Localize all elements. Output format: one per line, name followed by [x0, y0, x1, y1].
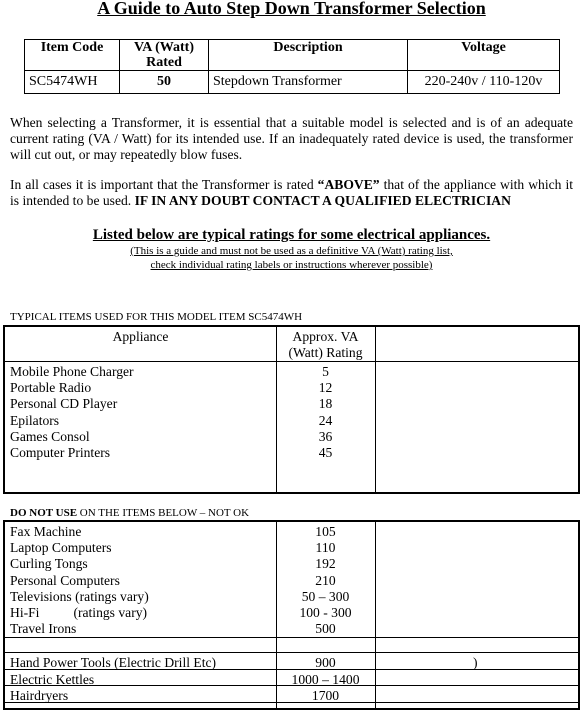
rating-header-line1: Approx. VA — [292, 329, 359, 344]
appliance-name: Games Consol — [10, 428, 90, 444]
va-rating: 1000 – 1400 — [291, 671, 360, 687]
appliance-name: Mobile Phone Charger — [10, 364, 134, 379]
va-rated-cell: 50 — [120, 71, 209, 94]
va-rating: 1700 — [311, 688, 340, 703]
stray-mark: ) — [473, 655, 478, 670]
va-rating: 24 — [318, 412, 333, 428]
appliance-name: Curling Tongs — [10, 556, 88, 572]
va-rating: 900 — [315, 655, 336, 670]
appliance-header: Appliance — [112, 329, 169, 344]
appliance-name: Epilators — [10, 412, 60, 428]
appliance-name: Hi-Fi (ratings vary) — [10, 605, 148, 620]
appliance-name: Fax Machine — [10, 524, 82, 539]
item-code-cell: SC5474WH — [25, 71, 120, 94]
va-rating: 192 — [315, 556, 336, 572]
not-ok-caption: DO NOT USE ON THE ITEMS BELOW – NOT OK — [10, 507, 250, 519]
va-rating: 210 — [315, 572, 336, 588]
voltage-cell: 220-240v / 110-120v — [408, 71, 560, 94]
header-voltage: Voltage — [408, 40, 560, 71]
va-rating: 500 — [315, 621, 336, 637]
appliance-name: Portable Radio — [10, 380, 92, 396]
spec-table — [24, 39, 560, 94]
page-title: A Guide to Auto Step Down Transformer Selection — [97, 0, 486, 18]
appliance-name: Personal Computers — [10, 572, 120, 588]
va-rating: 45 — [318, 445, 333, 460]
appliance-name: Personal CD Player — [10, 396, 118, 412]
guide-note-line2: check individual rating labels or instructions wherever possible) — [150, 259, 433, 271]
appliance-name: Hairdryers — [10, 688, 69, 703]
va-rating: 12 — [318, 380, 333, 396]
header-description: Description — [209, 40, 408, 71]
va-rating: 110 — [315, 540, 336, 556]
va-rating: 18 — [318, 396, 333, 412]
row-divider — [5, 652, 578, 653]
header-va-rated: VA (Watt) Rated — [120, 40, 209, 71]
rating-header-line2: (Watt) Rating — [288, 345, 363, 360]
listed-heading: Listed below are typical ratings for some electrical appliances. — [92, 227, 491, 243]
va-rating: 100 - 300 — [299, 605, 352, 620]
typical-items-table — [3, 325, 580, 494]
appliance-name: Computer Printers — [10, 445, 111, 460]
description-cell: Stepdown Transformer — [209, 71, 408, 94]
guide-note-line1: (This is a guide and must not be used as a definitive VA (Watt) rating list, — [130, 245, 453, 257]
va-rating: 50 – 300 — [301, 588, 350, 604]
intro-paragraph: When selecting a Transformer, it is essential that a suitable model is selected and is of an adequate current rating (VA / Watt) for its intended use. If an inadequately rated device is used, the transformer will cut out, or may repeatedly blow fuses. — [10, 115, 573, 162]
appliance-name: Hand Power Tools (Electric Drill Etc) — [10, 655, 217, 670]
va-rating: 105 — [315, 524, 336, 539]
appliance-name: Laptop Computers — [10, 540, 112, 556]
above-emphasis: “ABOVE” — [317, 177, 380, 192]
va-rating: 5 — [322, 364, 329, 379]
typical-items-caption: TYPICAL ITEMS USED FOR THIS MODEL ITEM SC5474WH — [10, 311, 303, 323]
electrician-warning: IF IN ANY DOUBT CONTACT A QUALIFIED ELECTRICIAN — [134, 193, 511, 208]
appliance-name: Televisions (ratings vary) — [10, 588, 149, 604]
not-ok-table — [3, 520, 580, 710]
rating-paragraph: In all cases it is important that the Transformer is rated “ABOVE” that of the appliance with which it is intended to be used. IF IN ANY DOUBT CONTACT A QUALIFIED ELECTRICIAN — [10, 177, 573, 208]
va-rating: 36 — [318, 428, 333, 444]
appliance-name: Travel Irons — [10, 621, 77, 637]
appliance-name: Electric Kettles — [10, 671, 95, 687]
header-item-code: Item Code — [25, 40, 120, 71]
